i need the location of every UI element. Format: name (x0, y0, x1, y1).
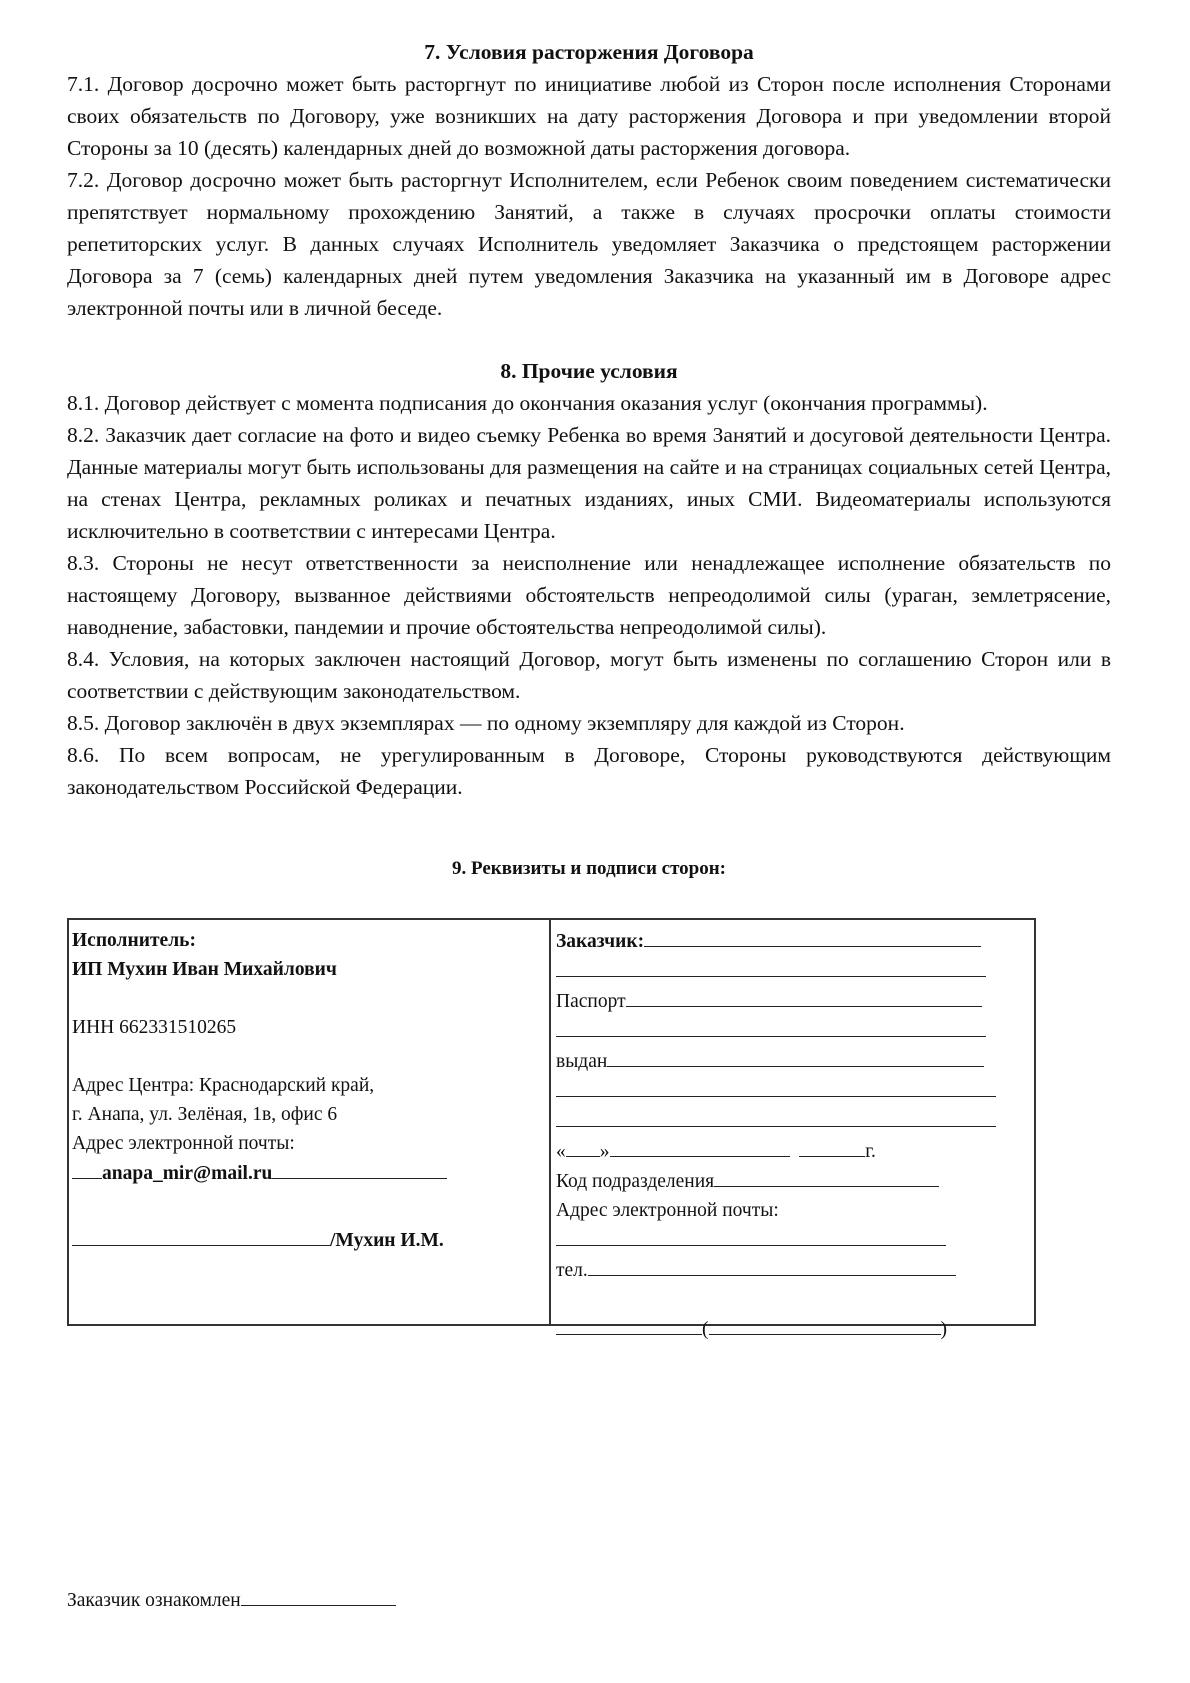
clause-8-2: 8.2. Заказчик дает согласие на фото и видео съемку Ребенка во время Занятий и досуговой деятельности Центра. Данные материалы могут быть использованы для размещения на сайте и на страницах социальных сетей Центра, на стенах Центра, рекламных роликах и печатных изданиях, иных СМИ. Видеоматериалы используются исключительно в соответствии с интересами Центра. (67, 423, 1111, 543)
phone-label: тел. (556, 1260, 588, 1281)
issue-month-field[interactable] (610, 1136, 790, 1157)
customer-signature-name-field[interactable] (709, 1314, 941, 1335)
executor-cell (69, 920, 551, 1324)
customer-acknowledged-field[interactable] (241, 1585, 396, 1606)
customer-name-field-2[interactable] (556, 956, 986, 977)
passport-field-2[interactable] (556, 1016, 986, 1037)
division-code-field[interactable] (714, 1166, 939, 1187)
quote-close: » (599, 1141, 610, 1162)
division-code-label: Код подразделения (556, 1171, 715, 1192)
clause-8-3: 8.3. Стороны не несут ответственности за неисполнение или ненадлежащее исполнение обязательств по настоящему Договору, вызванное действиями обстоятельств непреодолимой силы (ураган, землетрясение, наводнение, забастовки, пандемии и прочие обстоятельства непреодолимой силы). (67, 551, 1111, 639)
section-9-title: 9. Реквизиты и подписи сторон: (451, 858, 727, 879)
customer-acknowledged-label: Заказчик ознакомлен (67, 1590, 241, 1611)
clause-7-1: 7.1. Договор досрочно может быть расторгнут по инициативе любой из Сторон после исполнения Сторонами своих обязательств по Договору, уже возникших на дату расторжения Договора и при уведомлении второй Стороны за 10 (десять) календарных дней до возможной даты расторжения договора. (67, 72, 1111, 160)
contract-page (67, 36, 1111, 1611)
section-8-title: 8. Прочие условия (500, 359, 678, 383)
spacer (72, 984, 549, 1013)
customer-heading: Заказчик: (556, 931, 645, 952)
issued-row-2 (556, 1076, 1034, 1106)
issue-day-field[interactable] (566, 1136, 600, 1157)
spacer (67, 324, 1111, 355)
year-suffix: г. (865, 1141, 876, 1162)
clause-8-6: 8.6. По всем вопросам, не урегулированным в Договоре, Стороны руководствуются действующим законодательством Российской Федерации. (67, 743, 1111, 799)
executor-signature-row (72, 1225, 549, 1255)
executor-heading: Исполнитель: (72, 930, 196, 951)
blank-line (72, 1158, 102, 1179)
paren-close: ) (940, 1319, 947, 1340)
spacer (72, 1042, 549, 1071)
issued-field-3[interactable] (556, 1106, 996, 1127)
customer-signature-field[interactable] (556, 1314, 702, 1335)
customer-name-row (556, 926, 1034, 956)
customer-signature-row (556, 1314, 1034, 1344)
customer-email-field[interactable] (556, 1225, 946, 1246)
phone-field[interactable] (588, 1255, 956, 1276)
division-code-row (556, 1166, 1034, 1196)
executor-address-line-1: Адрес Центра: Краснодарский край, (72, 1075, 375, 1096)
clause-7-2: 7.2. Договор досрочно может быть расторгнут Исполнителем, если Ребенок своим поведением систематически препятствует нормальному прохождению Занятий, а также в случаях просрочки оплаты стоимости репетиторских услуг. В данных случаях Исполнитель уведомляет Заказчика о предстоящем расторжении Договора за 7 (семь) календарных дней путем уведомления Заказчика на указанный им в Договоре адрес электронной почты или в личной беседе. (67, 168, 1111, 320)
spacer (72, 1188, 549, 1217)
requisites-table (67, 918, 1036, 1340)
executor-inn: ИНН 662331510265 (72, 1017, 237, 1038)
section-7-title: 7. Условия расторжения Договора (424, 40, 754, 64)
executor-email-label: Адрес электронной почты: (72, 1133, 295, 1154)
clause-8-5: 8.5. Договор заключён в двух экземплярах — по одному экземпляру для каждой из Сторон. (67, 711, 905, 735)
spacer (556, 1285, 1034, 1314)
clause-8-4: 8.4. Условия, на которых заключен настоящий Договор, могут быть изменены по соглашению Сторон или в соответствии с действующим законодательством. (67, 647, 1111, 703)
executor-email-value: anapa_mir@mail.ru (102, 1163, 273, 1184)
passport-row (556, 986, 1034, 1016)
customer-name-row-2 (556, 956, 1034, 986)
issued-label: выдан (556, 1051, 608, 1072)
phone-row (556, 1255, 1034, 1285)
customer-email-label: Адрес электронной почты: (556, 1200, 779, 1221)
quote-open: « (556, 1141, 566, 1162)
issued-field[interactable] (607, 1046, 984, 1067)
issued-row-3 (556, 1106, 1034, 1136)
issue-year-field[interactable] (799, 1136, 865, 1157)
executor-address-line-2: г. Анапа, ул. Зелёная, 1в, офис 6 (72, 1104, 338, 1125)
blank-line (272, 1158, 447, 1179)
issue-date-row (556, 1136, 1034, 1166)
executor-name: ИП Мухин Иван Михайлович (72, 959, 337, 980)
customer-cell (551, 920, 1034, 1340)
issued-row (556, 1046, 1034, 1076)
customer-name-field[interactable] (644, 926, 981, 947)
paren-open: ( (702, 1319, 709, 1340)
executor-signature-name: /Мухин И.М. (330, 1230, 444, 1251)
passport-label: Паспорт (556, 991, 626, 1012)
customer-acknowledged-row (67, 1585, 396, 1612)
issued-field-2[interactable] (556, 1076, 996, 1097)
passport-field[interactable] (626, 986, 982, 1007)
clause-8-1: 8.1. Договор действует с момента подписания до окончания оказания услуг (окончания программы). (67, 391, 988, 415)
customer-email-row (556, 1225, 1034, 1255)
passport-row-2 (556, 1016, 1034, 1046)
executor-signature-field[interactable] (72, 1225, 330, 1246)
executor-email-row (72, 1158, 549, 1188)
